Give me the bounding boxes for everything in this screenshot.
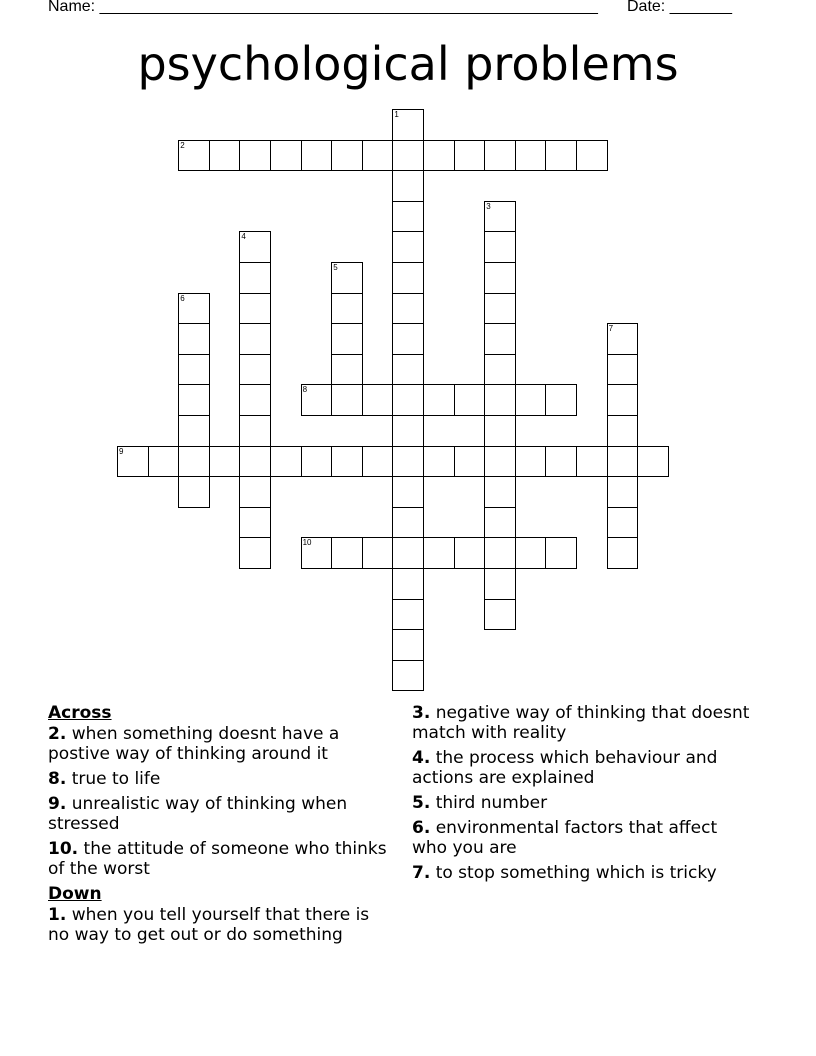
grid-cell[interactable]: [484, 415, 516, 447]
grid-cell[interactable]: [178, 415, 210, 447]
clue-number: 5: [333, 263, 338, 272]
clue-number: 1: [394, 110, 399, 119]
grid-cell[interactable]: [392, 262, 424, 294]
grid-cell[interactable]: [117, 446, 149, 478]
name-field-label: Name: ________________________________________________________: [48, 0, 598, 15]
grid-cell[interactable]: [392, 384, 424, 416]
down-clue-list-continued: [412, 703, 757, 883]
clue-item: [412, 703, 757, 743]
clue-item: [412, 863, 757, 883]
clue-item-text: true to life: [66, 769, 161, 789]
clue-number: 4: [241, 232, 246, 242]
grid-cell[interactable]: [607, 537, 639, 569]
grid-cell[interactable]: [331, 323, 363, 355]
grid-cell[interactable]: [484, 537, 516, 569]
clue-item: [412, 793, 757, 813]
grid-cell[interactable]: [545, 537, 577, 569]
grid-cell[interactable]: [178, 293, 210, 325]
grid-cell[interactable]: [239, 140, 271, 172]
grid-cell[interactable]: [392, 599, 424, 631]
grid-cell[interactable]: [484, 201, 516, 233]
grid-cell[interactable]: [392, 323, 424, 355]
clue-item: [412, 748, 757, 788]
grid-cell[interactable]: [576, 446, 608, 478]
grid-cell[interactable]: [454, 446, 486, 478]
grid-cell[interactable]: [392, 507, 424, 539]
clue-item-text: the process which behaviour and actions are explained: [412, 748, 718, 788]
grid-cell[interactable]: [454, 140, 486, 172]
clue-item-text: to stop something which is tricky: [430, 863, 717, 883]
clue-number: 9: [119, 446, 124, 456]
grid-cell[interactable]: [484, 354, 516, 386]
grid-cell[interactable]: [607, 446, 639, 478]
grid-cell[interactable]: [484, 599, 516, 631]
grid-cell[interactable]: [392, 170, 424, 202]
grid-cell[interactable]: [545, 140, 577, 172]
clue-item-text: the attitude of someone who thinks of the worst: [48, 839, 387, 879]
down-clue-list: [48, 905, 393, 945]
grid-cell[interactable]: [331, 262, 363, 294]
grid-cell[interactable]: [454, 537, 486, 569]
grid-cell[interactable]: [239, 293, 271, 325]
clue-item-number: 2.: [48, 724, 67, 744]
clue-item-text: unrealistic way of thinking when stressed: [48, 794, 348, 834]
grid-cell[interactable]: [423, 384, 455, 416]
clue-item-number: 4.: [412, 748, 431, 768]
clue-item-text: environmental factors that affect who you are: [412, 818, 718, 858]
grid-cell[interactable]: [331, 446, 363, 478]
clue-item: [48, 905, 393, 945]
grid-cell[interactable]: [331, 140, 363, 172]
grid-cell[interactable]: [392, 446, 424, 478]
grid-cell[interactable]: [331, 293, 363, 325]
grid-cell[interactable]: [607, 354, 639, 386]
clue-item-number: 8.: [48, 769, 67, 789]
across-clue-list: [48, 724, 393, 879]
grid-cell[interactable]: [178, 323, 210, 355]
grid-cell[interactable]: [637, 446, 669, 478]
clue-number: 7: [608, 324, 614, 334]
grid-cell[interactable]: [392, 140, 424, 172]
grid-cell[interactable]: [239, 262, 271, 294]
grid-cell[interactable]: [423, 446, 455, 478]
grid-cell[interactable]: [239, 476, 271, 508]
grid-cell[interactable]: [392, 415, 424, 447]
clue-item: [48, 839, 393, 879]
grid-cell[interactable]: [209, 140, 241, 172]
grid-cell[interactable]: [178, 384, 210, 416]
clue-item-text: when something doesnt have a postive way of thinking around it: [48, 724, 340, 764]
grid-cell[interactable]: [484, 293, 516, 325]
clues-left-column: [48, 703, 393, 950]
grid-cell[interactable]: [484, 140, 516, 172]
grid-cell[interactable]: [270, 140, 302, 172]
grid-cell[interactable]: [423, 140, 455, 172]
grid-cell[interactable]: [239, 446, 271, 478]
grid-cell[interactable]: [607, 323, 639, 355]
grid-cell[interactable]: [576, 140, 608, 172]
clue-number: 6: [180, 293, 185, 303]
grid-cell[interactable]: [484, 446, 516, 478]
down-heading: Down: [48, 884, 102, 904]
clue-item-number: 1.: [48, 905, 67, 925]
grid-cell[interactable]: [607, 476, 639, 508]
clue-item-text: third number: [430, 793, 548, 813]
grid-cell[interactable]: [178, 140, 210, 172]
grid-cell[interactable]: [239, 415, 271, 447]
clue-item-text: when you tell yourself that there is no way to get out or do something: [48, 905, 370, 945]
grid-cell[interactable]: [392, 109, 424, 141]
clue-number: 10: [302, 538, 312, 548]
clue-item: [48, 769, 393, 789]
date-field-label: Date: _______: [627, 0, 732, 15]
grid-cell[interactable]: [301, 446, 333, 478]
clues-right-column: [412, 703, 757, 888]
grid-cell[interactable]: [392, 629, 424, 661]
grid-cell[interactable]: [392, 537, 424, 569]
clue-item-number: 9.: [48, 794, 67, 814]
page-title: psychological problems: [137, 37, 679, 91]
grid-cell[interactable]: [301, 384, 333, 416]
grid-cell[interactable]: [392, 231, 424, 263]
grid-cell[interactable]: [392, 201, 424, 233]
grid-cell[interactable]: [545, 446, 577, 478]
grid-cell[interactable]: [607, 384, 639, 416]
grid-cell[interactable]: [545, 384, 577, 416]
grid-cell[interactable]: [515, 537, 547, 569]
clue-item: [48, 794, 393, 834]
across-heading: Across: [48, 703, 112, 723]
grid-cell[interactable]: [454, 384, 486, 416]
grid-cell[interactable]: [484, 323, 516, 355]
grid-cell[interactable]: [209, 446, 241, 478]
grid-cell[interactable]: [392, 568, 424, 600]
grid-cell[interactable]: [239, 507, 271, 539]
clue-number: 3: [486, 201, 491, 211]
grid-cell[interactable]: [423, 537, 455, 569]
grid-cell[interactable]: [392, 476, 424, 508]
clue-item-text: negative way of thinking that doesnt match with reality: [412, 703, 750, 743]
clue-item-number: 3.: [412, 703, 431, 723]
grid-cell[interactable]: [392, 354, 424, 386]
grid-cell[interactable]: [515, 140, 547, 172]
grid-cell[interactable]: [515, 446, 547, 478]
grid-cell[interactable]: [331, 384, 363, 416]
clue-item: [412, 818, 757, 858]
grid-cell[interactable]: [178, 446, 210, 478]
grid-cell[interactable]: [484, 476, 516, 508]
grid-cell[interactable]: [148, 446, 180, 478]
grid-cell[interactable]: [331, 537, 363, 569]
grid-cell[interactable]: [331, 354, 363, 386]
grid-cell[interactable]: [484, 262, 516, 294]
grid-cell[interactable]: [362, 446, 394, 478]
grid-cell[interactable]: [392, 660, 424, 692]
grid-cell[interactable]: [362, 384, 394, 416]
grid-cell[interactable]: [484, 568, 516, 600]
grid-cell[interactable]: [392, 293, 424, 325]
clue-number: 8: [302, 385, 308, 395]
grid-cell[interactable]: [301, 140, 333, 172]
clue-item-number: 7.: [412, 863, 431, 883]
clue-item: [48, 724, 393, 764]
grid-cell[interactable]: [515, 384, 547, 416]
grid-cell[interactable]: [239, 323, 271, 355]
clue-item-number: 5.: [412, 793, 431, 813]
grid-cell[interactable]: [239, 354, 271, 386]
grid-cell[interactable]: [607, 415, 639, 447]
clue-item-number: 10.: [48, 839, 79, 859]
grid-cell[interactable]: [301, 537, 333, 569]
grid-cell[interactable]: [178, 354, 210, 386]
grid-cell[interactable]: [362, 140, 394, 172]
grid-cell[interactable]: [484, 507, 516, 539]
grid-cell[interactable]: [239, 537, 271, 569]
grid-cell[interactable]: [607, 507, 639, 539]
grid-cell[interactable]: [484, 384, 516, 416]
grid-cell[interactable]: [178, 476, 210, 508]
clue-number: 2: [180, 140, 185, 150]
clue-item-number: 6.: [412, 818, 431, 838]
grid-cell[interactable]: [239, 384, 271, 416]
grid-cell[interactable]: [239, 231, 271, 263]
grid-cell[interactable]: [484, 231, 516, 263]
grid-cell[interactable]: [362, 537, 394, 569]
grid-cell[interactable]: [270, 446, 302, 478]
